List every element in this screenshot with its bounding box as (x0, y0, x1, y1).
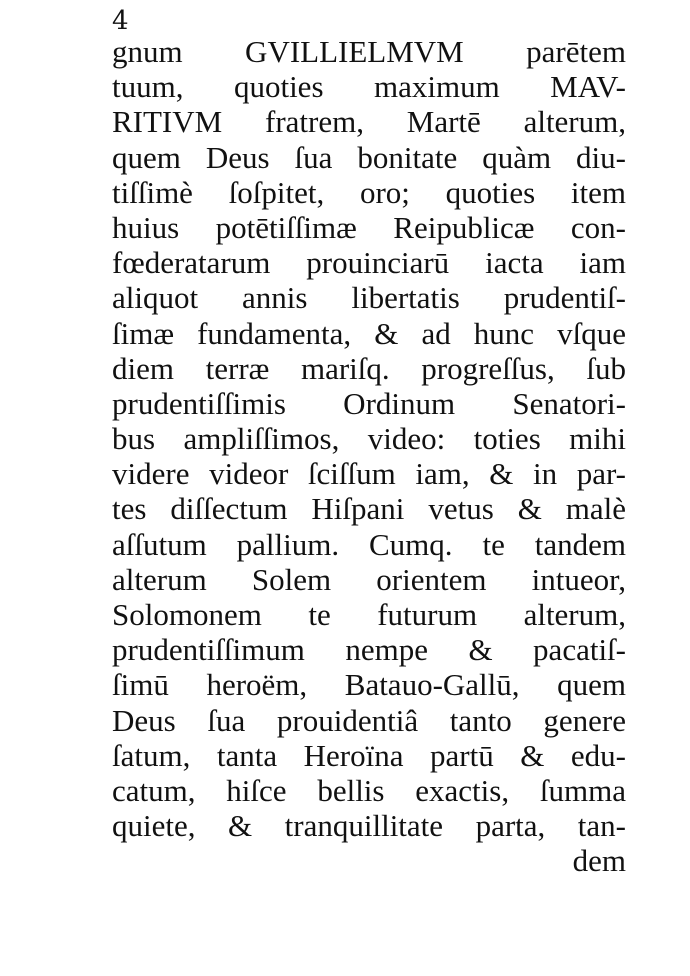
text-line: bus ampliſſimos, video: toties mihi (112, 421, 626, 457)
page-number: 4 (112, 6, 129, 36)
text-line: fœderatarum prouinciarū iacta iam (112, 245, 626, 281)
text-line: tuum, quoties maximum MAV- (112, 69, 626, 105)
body-text (112, 34, 626, 879)
text-line: Deus ſua prouidentiâ tanto genere (112, 702, 626, 738)
text-line: RITIVM fratrem, Martē alterum, (112, 104, 626, 140)
text-line: Solomonem te futurum alterum, (112, 597, 626, 632)
text-line: ſimæ fundamenta, & ad hunc vſque (112, 315, 626, 351)
catchword: dem (572, 843, 626, 879)
text-line: ſatum, tanta Heroïna partū & edu- (112, 737, 626, 773)
text-line: tes diſſectum Hiſpani vetus & malè (112, 491, 626, 527)
text-line: prudentiſſimis Ordinum Senatori- (112, 385, 626, 421)
text-line: quiete, & tranquillitate parta, tan- (112, 808, 626, 844)
text-line: diem terræ mariſq. progreſſus, ſub (112, 350, 626, 386)
text-line: videre videor ſciſſum iam, & in par- (112, 456, 626, 492)
text-line: tiſſimè ſoſpitet, oro; quoties item (112, 174, 626, 210)
text-line: aſſutum pallium. Cumq. te tandem (112, 526, 626, 562)
text-line: aliquot annis libertatis prudentiſ- (112, 280, 626, 316)
text-line: ſimū heroëm, Batauo-Gallū, quem (112, 667, 626, 703)
text-line: huius potētiſſimæ Reipublicæ con- (112, 209, 626, 245)
text-line: catum, hiſce bellis exactis, ſumma (112, 772, 626, 808)
text-line: gnum GVILLIELMVM parētem (112, 34, 626, 69)
text-line: quem Deus ſua bonitate quàm diu- (112, 139, 626, 175)
text-line: prudentiſſimum nempe & pacatiſ- (112, 632, 626, 668)
text-line: alterum Solem orientem intueor, (112, 561, 626, 597)
